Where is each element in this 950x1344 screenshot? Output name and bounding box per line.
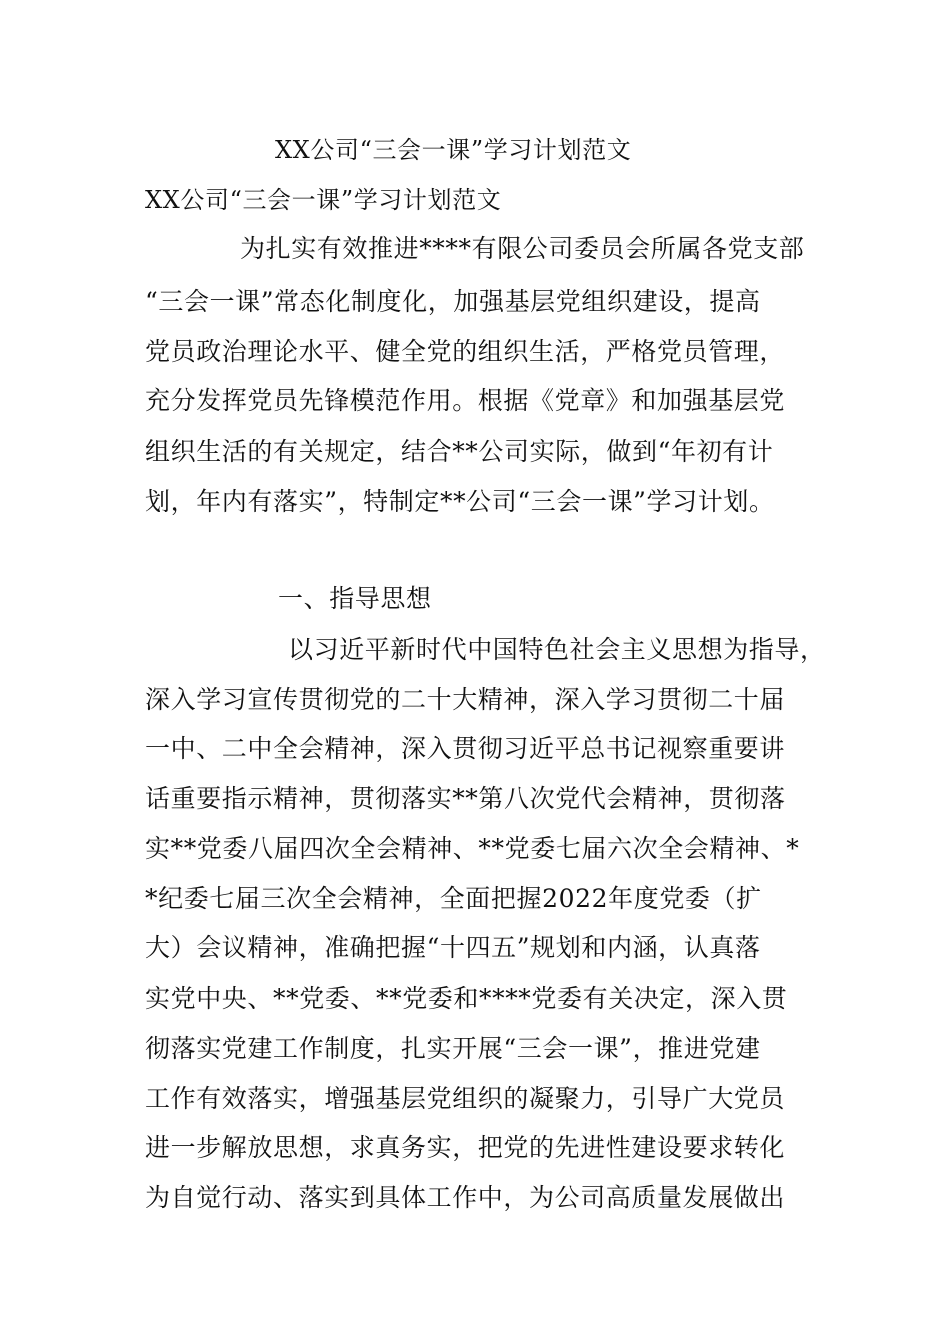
intro-line: “三会一课”常态化制度化，加强基层党组织建设，提高 bbox=[145, 287, 761, 316]
section-line: 话重要指示精神，贯彻落实**第八次党代会精神，贯彻落 bbox=[145, 784, 786, 813]
intro-line: 党员政治理论水平、健全党的组织生活，严格党员管理， bbox=[145, 337, 786, 366]
document-title: XX公司“三会一课”学习计划范文 bbox=[275, 136, 632, 164]
section-line: 深入学习宣传贯彻党的二十大精神，深入学习贯彻二十届 bbox=[145, 685, 786, 714]
section-line: 实**党委八届四次全会精神、**党委七届六次全会精神、* bbox=[145, 834, 800, 863]
section-line: 大）会议精神，准确把握“十四五”规划和内涵，认真落 bbox=[145, 933, 761, 962]
intro-line: 充分发挥党员先锋模范作用。根据《党章》和加强基层党 bbox=[145, 386, 786, 415]
section-line: 彻落实党建工作制度，扎实开展“三会一课”，推进党建 bbox=[145, 1034, 761, 1063]
section-line: 一中、二中全会精神，深入贯彻习近平总书记视察重要讲 bbox=[145, 734, 786, 763]
section-line: *纪委七届三次全会精神，全面把握2022年度党委（扩 bbox=[145, 884, 762, 913]
document-subtitle: XX公司“三会一课”学习计划范文 bbox=[145, 186, 502, 214]
section-line: 以习近平新时代中国特色社会主义思想为指导， bbox=[288, 635, 826, 664]
intro-line: 组织生活的有关规定，结合**公司实际，做到“年初有计 bbox=[145, 437, 774, 466]
section-line: 实党中央、**党委、**党委和****党委有关决定，深入贯 bbox=[145, 984, 788, 1013]
intro-line: 为扎实有效推进****有限公司委员会所属各党支部 bbox=[240, 234, 805, 263]
section-heading: 一、指导思想 bbox=[278, 584, 432, 613]
section-line: 工作有效落实，增强基层党组织的凝聚力，引导广大党员 bbox=[145, 1084, 786, 1113]
section-line: 进一步解放思想，求真务实，把党的先进性建设要求转化 bbox=[145, 1133, 786, 1162]
intro-line: 划，年内有落实”，特制定**公司“三会一课”学习计划。 bbox=[145, 487, 775, 516]
section-line: 为自觉行动、落实到具体工作中，为公司高质量发展做出 bbox=[145, 1183, 786, 1212]
